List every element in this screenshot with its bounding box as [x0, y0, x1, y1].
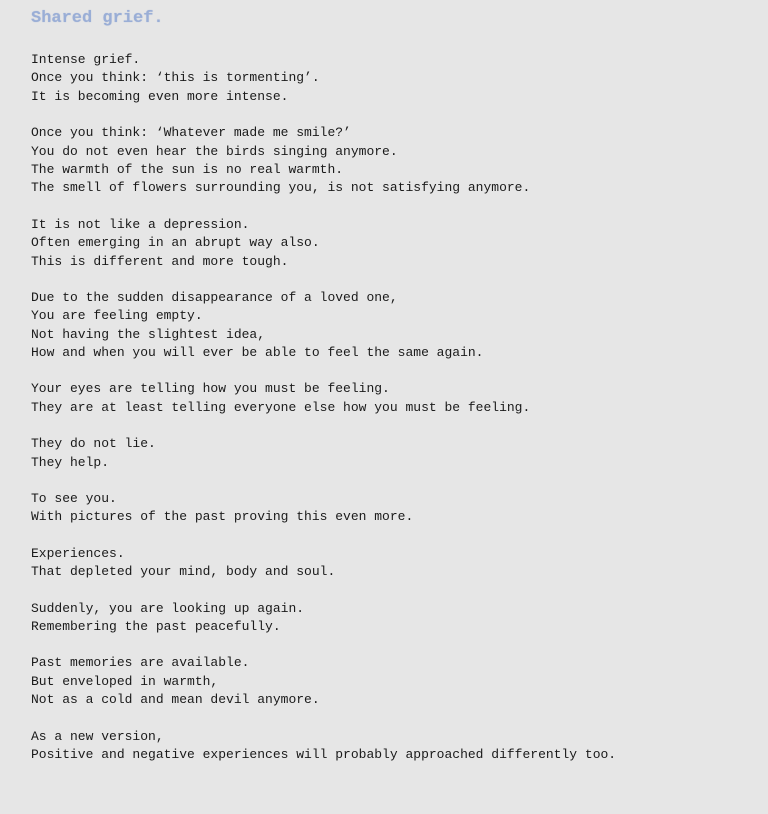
poem-line: It is not like a depression. [31, 216, 250, 232]
poem-body [31, 51, 768, 764]
poem-line: The smell of flowers surrounding you, is not satisfying anymore. [31, 180, 531, 196]
poem-line: You do not even hear the birds singing anymore. [31, 143, 398, 159]
poem-line: Often emerging in an abrupt way also. [31, 235, 320, 251]
poem-line: You are feeling empty. [31, 308, 203, 324]
stanza [31, 216, 768, 271]
poem-line: Due to the sudden disappearance of a loved one, [31, 289, 398, 305]
poem-title: Shared grief. [31, 9, 164, 28]
stanza [31, 654, 768, 709]
poem-line: The warmth of the sun is no real warmth. [31, 161, 344, 177]
stanza [31, 490, 768, 527]
stanza [31, 380, 768, 417]
poem-line: They help. [31, 454, 110, 470]
poem-line: This is different and more tough. [31, 253, 289, 269]
poem-line: But enveloped in warmth, [31, 673, 219, 689]
poem-line: It is becoming even more intense. [31, 88, 289, 104]
poem-line: Suddenly, you are looking up again. [31, 600, 305, 616]
poem-line: Intense grief. [31, 52, 141, 67]
poem-line: How and when you will ever be able to feel the same again. [31, 345, 484, 361]
poem-line: Not having the slightest idea, [31, 326, 266, 342]
poem-line: Not as a cold and mean devil anymore. [31, 692, 320, 708]
poem-line: Once you think: ‘this is tormenting’. [31, 70, 320, 86]
stanza [31, 728, 768, 765]
poem-line: Experiences. [31, 545, 125, 561]
stanza [31, 600, 768, 637]
poem-line: Positive and negative experiences will probably approached differently too. [31, 746, 617, 762]
poem-line: Remembering the past peacefully. [31, 618, 281, 634]
stanza [31, 545, 768, 582]
stanza [31, 289, 768, 363]
poem-line: They are at least telling everyone else how you must be feeling. [31, 399, 531, 415]
poem-line: To see you. [31, 491, 117, 507]
poem-line: Past memories are available. [31, 655, 250, 671]
stanza [31, 51, 768, 106]
poem-line: Your eyes are telling how you must be feeling. [31, 381, 390, 397]
poem-line: As a new version, [31, 728, 164, 744]
stanza [31, 435, 768, 472]
poem-line: They do not lie. [31, 436, 156, 452]
poem-line: Once you think: ‘Whatever made me smile?’ [31, 125, 351, 141]
poem-line: That depleted your mind, body and soul. [31, 564, 336, 580]
poem-line: With pictures of the past proving this even more. [31, 509, 414, 525]
stanza [31, 124, 768, 198]
